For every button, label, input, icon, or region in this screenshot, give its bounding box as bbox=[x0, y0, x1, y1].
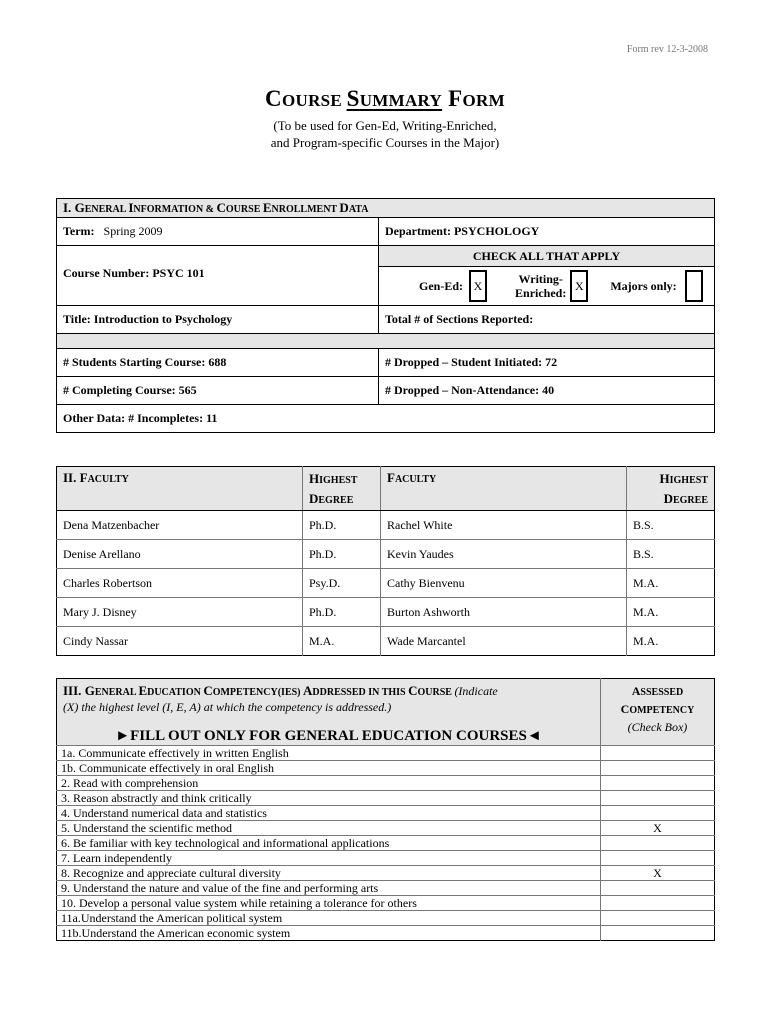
assessed-competency-header: ASSESSED COMPETENCY (Check Box) bbox=[601, 679, 715, 746]
competencies-section bbox=[56, 678, 715, 941]
faculty-degree[interactable]: M.A. bbox=[627, 569, 715, 598]
fill-out-instruction: ►FILL OUT ONLY FOR GENERAL EDUCATION COURSES◄ bbox=[115, 728, 542, 744]
faculty-row bbox=[57, 511, 715, 540]
faculty-row bbox=[57, 540, 715, 569]
faculty-name[interactable]: Cindy Nassar bbox=[57, 627, 303, 656]
competency-row bbox=[57, 926, 715, 941]
dropped-student-field[interactable]: # Dropped – Student Initiated: 72 bbox=[379, 349, 715, 377]
course-title-field[interactable]: Title: Introduction to Psychology bbox=[57, 306, 379, 334]
competency-checkbox[interactable] bbox=[601, 776, 715, 791]
total-sections-field[interactable]: Total # of Sections Reported: bbox=[379, 306, 715, 334]
faculty-name[interactable]: Rachel White bbox=[381, 511, 627, 540]
course-type-checkboxes bbox=[379, 267, 715, 306]
degree-header-left: HIGHEST DEGREE bbox=[303, 467, 381, 511]
competency-row bbox=[57, 866, 715, 881]
majors-only-checkbox[interactable] bbox=[685, 270, 703, 302]
competency-label: 1b. Communicate effectively in oral English bbox=[57, 761, 601, 776]
faculty-degree[interactable]: M.A. bbox=[303, 627, 381, 656]
other-data-field[interactable]: Other Data: # Incompletes: 11 bbox=[63, 411, 218, 425]
competency-checkbox[interactable] bbox=[601, 761, 715, 776]
competency-label: 10. Develop a personal value system while retaining a tolerance for others bbox=[57, 896, 601, 911]
competency-label: 11a.Understand the American political system bbox=[57, 911, 601, 926]
faculty-name[interactable]: Cathy Bienvenu bbox=[381, 569, 627, 598]
faculty-row bbox=[57, 627, 715, 656]
faculty-degree[interactable]: M.A. bbox=[633, 633, 659, 648]
dropped-nonattendance-field[interactable]: # Dropped – Non-Attendance: 40 bbox=[379, 377, 715, 405]
faculty-name[interactable]: Charles Robertson bbox=[57, 569, 303, 598]
competency-row bbox=[57, 791, 715, 806]
competency-row bbox=[57, 776, 715, 791]
majors-only-label: Majors only: bbox=[610, 278, 677, 293]
competency-checkbox[interactable] bbox=[601, 836, 715, 851]
faculty-name[interactable]: Kevin Yaudes bbox=[381, 540, 627, 569]
competency-label: 2. Read with comprehension bbox=[57, 776, 601, 791]
competency-label: 3. Reason abstractly and think critically bbox=[57, 791, 601, 806]
competency-row bbox=[57, 911, 715, 926]
competency-checkbox[interactable] bbox=[601, 911, 715, 926]
gray-divider bbox=[57, 334, 715, 349]
competency-label: 9. Understand the nature and value of the fine and performing arts bbox=[57, 881, 601, 896]
subtitle-line-2: and Program-specific Courses in the Major) bbox=[270, 135, 500, 150]
competency-row bbox=[57, 821, 715, 836]
competency-checkbox[interactable] bbox=[601, 896, 715, 911]
competency-row bbox=[57, 836, 715, 851]
page-subtitle bbox=[0, 117, 770, 151]
faculty-degree[interactable]: M.A. bbox=[627, 598, 715, 627]
course-number-field[interactable]: Course Number: PSYC 101 bbox=[57, 246, 379, 306]
term-field[interactable]: Term: Spring 2009 bbox=[57, 218, 379, 246]
competency-row bbox=[57, 851, 715, 866]
faculty-name[interactable]: Denise Arellano bbox=[57, 540, 303, 569]
faculty-name[interactable]: Mary J. Disney bbox=[57, 598, 303, 627]
competency-label: 6. Be familiar with key technological and informational applications bbox=[57, 836, 601, 851]
faculty-degree[interactable]: Ph.D. bbox=[303, 511, 381, 540]
gened-checkbox[interactable]: X bbox=[469, 270, 487, 302]
competency-row bbox=[57, 746, 715, 761]
competency-label: 1a. Communicate effectively in written English bbox=[57, 746, 601, 761]
competency-row bbox=[57, 761, 715, 776]
faculty-section bbox=[56, 466, 715, 656]
faculty-degree[interactable]: Ph.D. bbox=[303, 540, 381, 569]
students-starting-field[interactable]: # Students Starting Course: 688 bbox=[57, 349, 379, 377]
form-revision: Form rev 12-3-2008 bbox=[626, 44, 708, 55]
competency-row bbox=[57, 806, 715, 821]
competency-checkbox[interactable] bbox=[601, 791, 715, 806]
faculty-name[interactable]: Wade Marcantel bbox=[381, 627, 627, 656]
department-field[interactable]: Department: PSYCHOLOGY bbox=[379, 218, 715, 246]
completing-field[interactable]: # Completing Course: 565 bbox=[57, 377, 379, 405]
competency-checkbox[interactable] bbox=[601, 851, 715, 866]
faculty-name[interactable]: Dena Matzenbacher bbox=[57, 511, 303, 540]
check-all-header: CHECK ALL THAT APPLY bbox=[379, 246, 715, 267]
faculty-degree[interactable]: B.S. bbox=[627, 511, 715, 540]
competency-checkbox[interactable] bbox=[601, 806, 715, 821]
competency-label: 8. Recognize and appreciate cultural diversity bbox=[57, 866, 601, 881]
faculty-row bbox=[57, 569, 715, 598]
competency-label: 11b.Understand the American economic system bbox=[57, 926, 601, 941]
competency-checkbox[interactable] bbox=[601, 926, 715, 941]
faculty-degree[interactable]: Psy.D. bbox=[303, 569, 381, 598]
gened-label: Gen-Ed: bbox=[419, 278, 464, 293]
competency-label: 4. Understand numerical data and statistics bbox=[57, 806, 601, 821]
competency-checkbox[interactable] bbox=[601, 746, 715, 761]
general-information-section bbox=[56, 198, 715, 433]
competency-row bbox=[57, 881, 715, 896]
competency-label: 5. Understand the scientific method bbox=[57, 821, 601, 836]
faculty-header-left: II. FACULTY bbox=[57, 467, 303, 511]
subtitle-line-1: (To be used for Gen-Ed, Writing-Enriched, bbox=[273, 118, 497, 133]
competency-checkbox[interactable]: X bbox=[601, 821, 715, 836]
competency-label: 7. Learn independently bbox=[57, 851, 601, 866]
writing-enriched-checkbox[interactable]: X bbox=[570, 270, 588, 302]
competency-row bbox=[57, 896, 715, 911]
section-3-header: III. GENERAL EDUCATION COMPETENCY(IES) ADDRESSED IN THIS COURSE (Indicate (X) the highest level (I, E, A) at which the competency is addressed.) ►FILL OUT ONLY FOR GENERAL EDUCATION COURSES◄ bbox=[57, 679, 601, 746]
competency-checkbox[interactable] bbox=[601, 881, 715, 896]
section-1-header: I. GENERAL INFORMATION & COURSE ENROLLMENT DATA bbox=[57, 199, 715, 218]
faculty-name[interactable]: Burton Ashworth bbox=[381, 598, 627, 627]
competency-checkbox[interactable]: X bbox=[601, 866, 715, 881]
faculty-degree[interactable]: B.S. bbox=[627, 540, 715, 569]
page-title: COURSE SUMMARY FORM bbox=[265, 86, 505, 111]
faculty-degree[interactable]: Ph.D. bbox=[303, 598, 381, 627]
writing-enriched-label: Writing- Enriched: bbox=[515, 272, 567, 300]
faculty-header-right: FACULTY bbox=[381, 467, 627, 511]
faculty-row bbox=[57, 598, 715, 627]
degree-header-right: HIGHEST DEGREE bbox=[627, 467, 715, 511]
